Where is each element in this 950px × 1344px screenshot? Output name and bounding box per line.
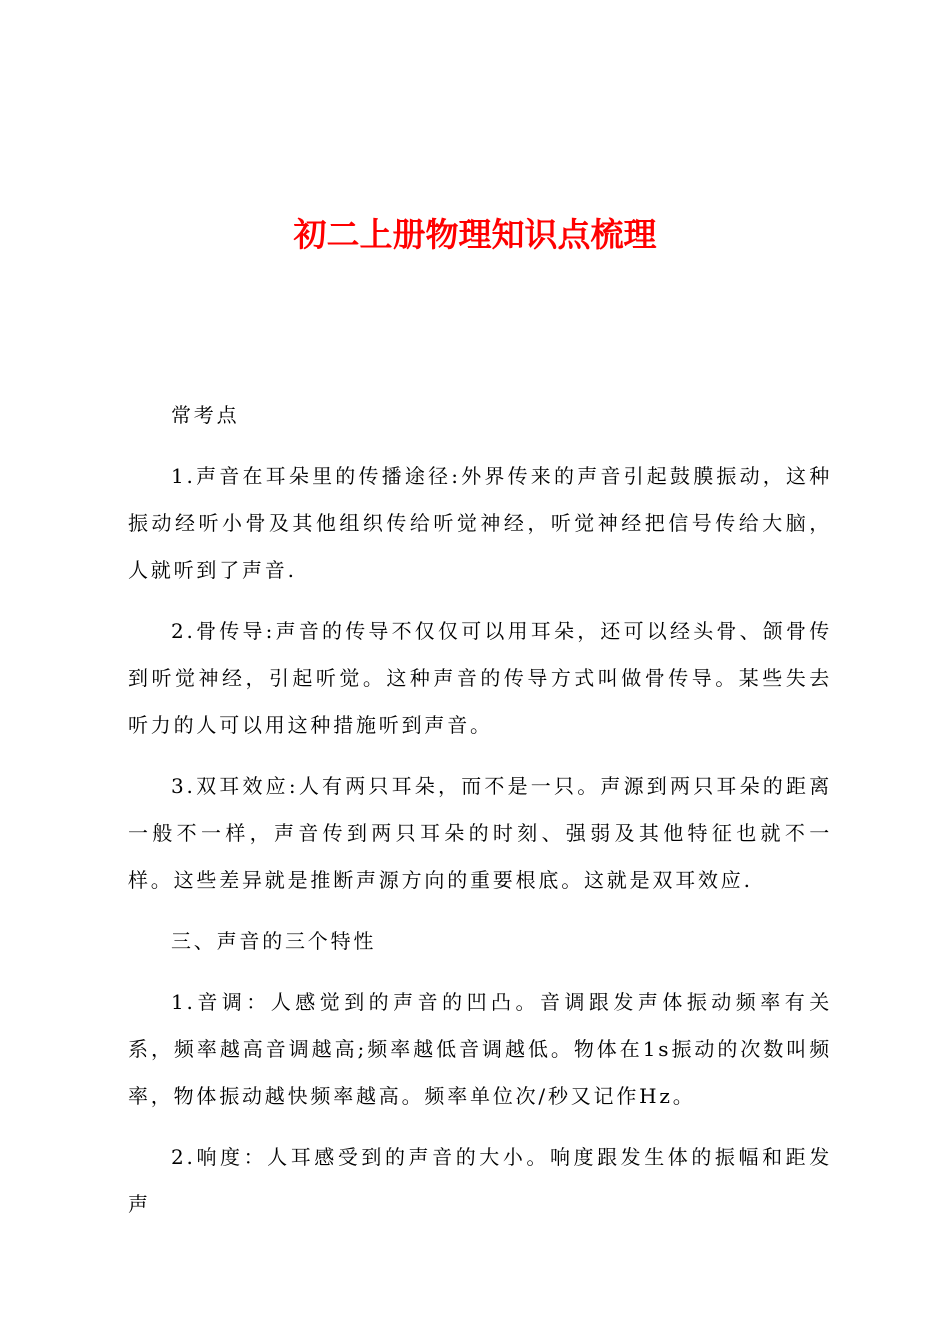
paragraph-sound-characteristics-heading: 三、声音的三个特性	[171, 929, 377, 953]
paragraph-loudness: 2.响度：人耳感受到的声音的大小。响度跟发生体的振幅和距发声	[128, 1145, 832, 1216]
paragraph-bone-conduction: 2.骨传导:声音的传导不仅仅可以用耳朵，还可以经头骨、颌骨传到听觉神经，引起听觉。这种声音的传导方式叫做骨传导。某些失去听力的人可以用这种措施听到声音。	[128, 619, 832, 737]
paragraph-pitch: 1.音调：人感觉到的声音的凹凸。音调跟发声体振动频率有关系，频率越高音调越高;频率越低音调越低。物体在1s振动的次数叫频率，物体振动越快频率越高。频率单位次/秒又记作Hz。	[128, 990, 832, 1108]
paragraph-sound-path: 1.声音在耳朵里的传播途径:外界传来的声音引起鼓膜振动，这种振动经听小骨及其他组织传给听觉神经，听觉神经把信号传给大脑，人就听到了声音.	[128, 464, 832, 582]
document-title: 初二上册物理知识点梳理	[293, 215, 657, 254]
paragraph-binaural-effect: 3.双耳效应:人有两只耳朵，而不是一只。声源到两只耳朵的距离一般不一样，声音传到两只耳朵的时刻、强弱及其他特征也就不一样。这些差异就是推断声源方向的重要根底。这就是双耳效应.	[128, 774, 832, 892]
paragraph-section-label: 常考点	[171, 403, 240, 427]
document-body	[128, 392, 832, 1242]
